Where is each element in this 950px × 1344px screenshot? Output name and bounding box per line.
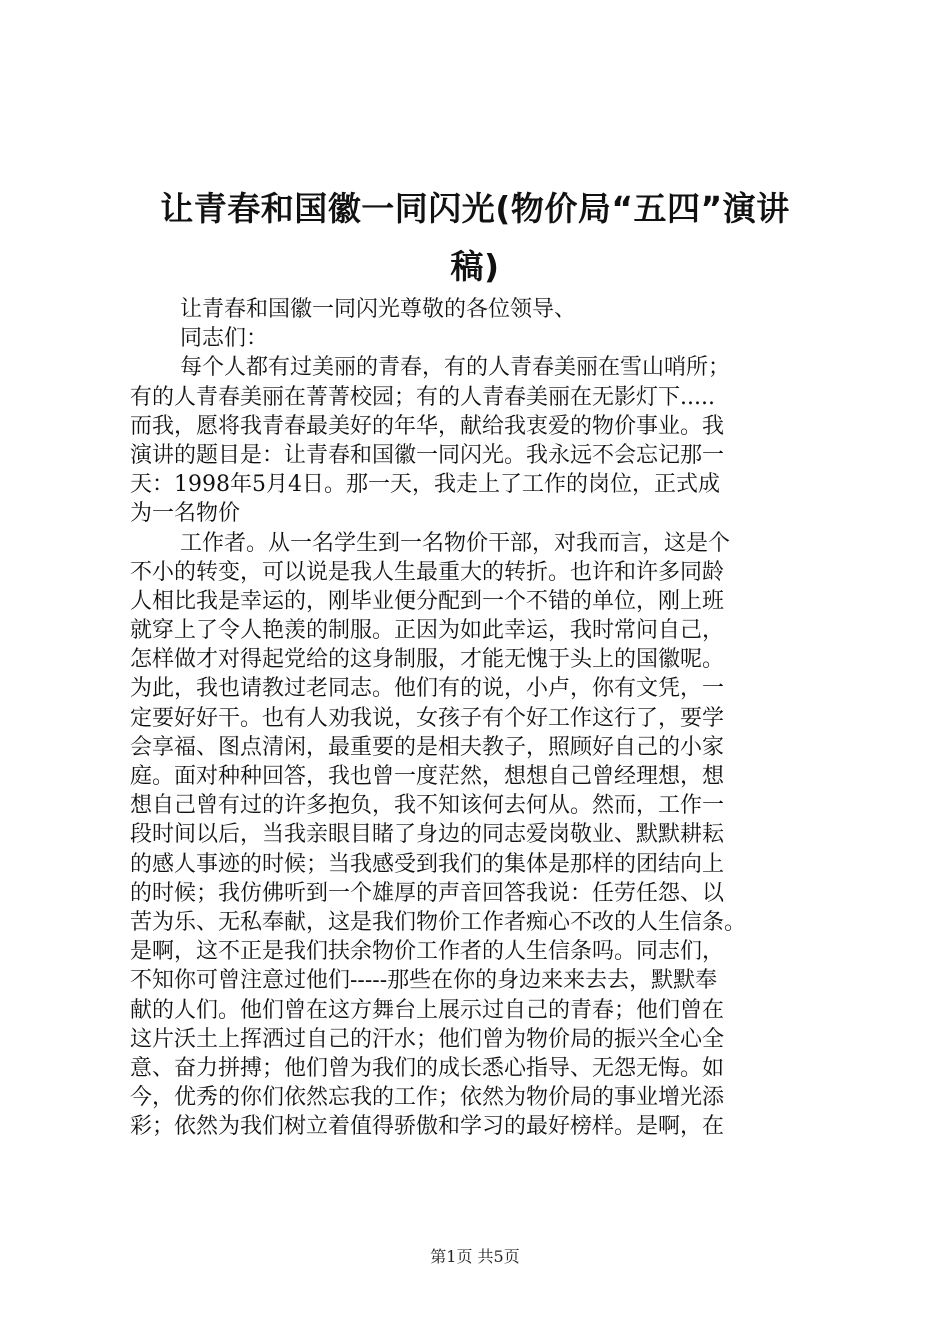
body-line: 定要好好干。也有人劝我说，女孩子有个好工作这行了，要学 (130, 705, 725, 731)
body-line: 不小的转变，可以说是我人生最重大的转折。也许和许多同龄 (130, 559, 725, 585)
document-body (130, 295, 830, 1141)
body-line: 而我，愿将我青春最美好的年华，献给我衷爱的物价事业。我 (130, 413, 725, 439)
body-line: 今，优秀的你们依然忘我的工作；依然为物价局的事业增光添 (130, 1085, 725, 1111)
title-line-2: 稿) (450, 247, 500, 286)
body-line: 这片沃土上挥洒过自己的汗水；他们曾为物价局的振兴全心全 (130, 1026, 725, 1052)
body-line: 为此，我也请教过老同志。他们有的说，小卢，你有文凭，一 (130, 676, 725, 702)
body-line: 同志们： (180, 326, 269, 352)
body-line: 的感人事迹的时候；当我感受到我们的集体是那样的团结向上 (130, 851, 725, 877)
body-line: 演讲的题目是：让青春和国徽一同闪光。我永远不会忘记那一 (130, 442, 725, 468)
body-line: 不知你可曾注意过他们-----那些在你的身边来来去去，默默奉 (130, 968, 718, 994)
body-line: 天：1998年5月4日。那一天，我走上了工作的岗位，正式成 (130, 472, 720, 498)
body-line: 工作者。从一名学生到一名物价干部，对我而言，这是个 (180, 530, 731, 556)
body-line: 会享福、图点清闲，最重要的是相夫教子，照顾好自己的小家 (130, 734, 725, 760)
body-line: 的时候；我仿佛听到一个雄厚的声音回答我说：任劳任怨、以 (130, 880, 725, 906)
body-line: 人相比我是幸运的，刚毕业便分配到一个不错的单位，刚上班 (130, 588, 725, 614)
body-line: 为一名物价 (130, 501, 241, 527)
title-line-1: 让青春和国徽一同闪光(物价局“五四”演讲 (160, 189, 790, 228)
page-footer: 第1页 共5页 (430, 1247, 520, 1266)
body-line: 是啊，这不正是我们扶余物价工作者的人生信条吗。同志们， (130, 939, 725, 965)
body-line: 有的人青春美丽在菁菁校园；有的人青春美丽在无影灯下..... (130, 384, 715, 410)
body-line: 想自己曾有过的许多抱负，我不知该何去何从。然而，工作一 (130, 793, 725, 819)
body-line: 献的人们。他们曾在这方舞台上展示过自己的青春；他们曾在 (130, 997, 725, 1023)
body-line: 让青春和国徽一同闪光尊敬的各位领导、 (180, 297, 577, 322)
body-line: 段时间以后，当我亲眼目睹了身边的同志爱岗敬业、默默耕耘 (130, 822, 725, 848)
body-line: 庭。面对种种回答，我也曾一度茫然，想想自己曾经理想，想 (130, 764, 725, 789)
body-line: 彩；依然为我们树立着值得骄傲和学习的最好榜样。是啊，在 (130, 1114, 725, 1140)
body-line: 每个人都有过美丽的青春，有的人青春美丽在雪山哨所； (180, 355, 731, 381)
document-title (128, 180, 822, 296)
body-line: 苦为乐、无私奉献，这是我们物价工作者痴心不改的人生信条。 (130, 909, 747, 935)
body-line: 就穿上了令人艳羡的制服。正因为如此幸运，我时常问自己， (130, 618, 725, 644)
body-line: 怎样做才对得起党给的这身制服，才能无愧于头上的国徽呢。 (130, 647, 725, 673)
body-line: 意、奋力拼搏；他们曾为我们的成长悉心指导、无怨无悔。如 (130, 1055, 725, 1081)
